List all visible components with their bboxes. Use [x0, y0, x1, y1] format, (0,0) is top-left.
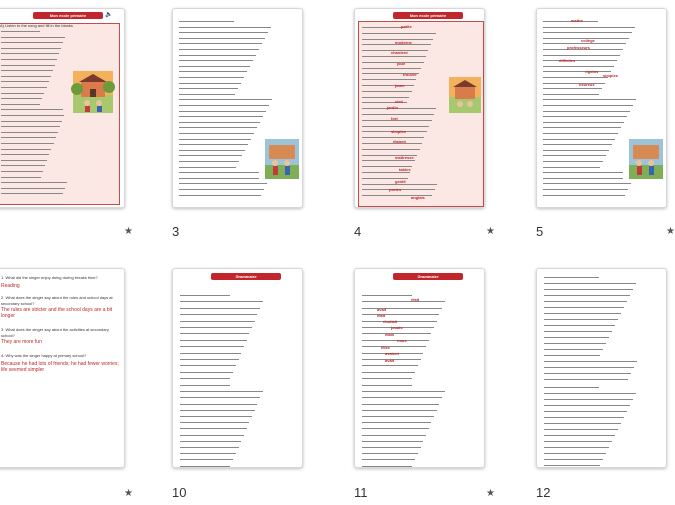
text-line [180, 447, 239, 448]
text-line [362, 301, 445, 302]
text-line [544, 379, 628, 380]
text-line [179, 178, 259, 179]
text-line [179, 66, 250, 67]
text-line [180, 359, 239, 360]
text-line [543, 27, 635, 28]
answer-text: They are more fun [1, 339, 42, 345]
text-line [544, 313, 621, 314]
text-line [179, 150, 245, 151]
text-line [180, 295, 230, 296]
text-line [179, 60, 253, 61]
text-line [362, 172, 410, 173]
slide-thumbnail-3[interactable] [172, 8, 303, 208]
text-line [362, 126, 429, 127]
filled-answer: joue [397, 61, 406, 66]
text-line [544, 361, 637, 362]
text-line [362, 466, 412, 467]
slide-number: 11 [354, 485, 368, 500]
text-line [180, 321, 255, 322]
text-line [543, 83, 605, 84]
text-line [179, 49, 259, 50]
filled-answer: heureux [579, 82, 595, 87]
filled-answer: rigolos [585, 69, 599, 74]
filled-answer: étais [385, 332, 395, 337]
filled-answer: tables [399, 167, 411, 172]
text-line [544, 435, 615, 436]
filled-answer: étaient [393, 139, 406, 144]
text-line [1, 93, 44, 94]
text-line [1, 115, 64, 116]
text-line [180, 453, 236, 454]
text-line [180, 333, 249, 334]
text-line [544, 283, 636, 284]
text-line [362, 114, 434, 115]
star-icon[interactable]: ★ [666, 226, 675, 237]
text-line [543, 116, 627, 117]
text-line [180, 385, 230, 386]
text-line [179, 55, 256, 56]
text-line [362, 346, 426, 347]
text-line [180, 397, 260, 398]
filled-answer: trouver [403, 72, 417, 77]
text-line [544, 349, 603, 350]
text-line [179, 105, 269, 106]
text-line [179, 195, 261, 196]
text-line [544, 355, 600, 356]
text-line [180, 308, 260, 309]
slide-banner: Mon école primaire [393, 12, 463, 19]
text-line [1, 149, 51, 150]
slide-number: 10 [172, 485, 187, 500]
answer-text: Reading [1, 283, 20, 289]
filled-answer: avait [385, 358, 395, 363]
children-illustration [265, 139, 299, 179]
text-line [544, 447, 609, 448]
children-illustration [629, 139, 663, 179]
filled-answer: petite [401, 24, 412, 29]
text-line [362, 27, 406, 28]
text-line [544, 417, 624, 418]
text-line [1, 109, 63, 110]
text-line [362, 56, 426, 57]
filled-answer: vieil [395, 99, 403, 104]
slide-number: 5 [536, 224, 544, 239]
text-line [544, 399, 633, 400]
slide-number: 3 [172, 224, 180, 239]
text-line [362, 97, 409, 98]
text-line [1, 70, 53, 71]
text-line [179, 38, 265, 39]
slide-number: 12 [536, 485, 551, 500]
text-line [1, 121, 62, 122]
slide-thumbnail-12[interactable] [536, 268, 667, 468]
school-illustration [449, 77, 481, 113]
text-line [362, 435, 426, 436]
speaker-icon[interactable]: 🔈 [105, 12, 113, 18]
text-line [1, 81, 49, 82]
text-line [362, 321, 437, 322]
instructions-text: A) Listen to the song and fill in the blanks [0, 23, 73, 28]
text-line [179, 161, 239, 162]
filled-answer: professeurs [567, 45, 590, 50]
text-line [1, 48, 61, 49]
slide-banner: Mon école primaire [33, 12, 103, 19]
text-line [543, 155, 606, 156]
text-line [543, 71, 611, 72]
text-line [1, 31, 40, 32]
filled-answer: était [377, 313, 386, 318]
school-illustration [73, 71, 113, 113]
text-line [544, 289, 633, 290]
text-line [179, 155, 242, 156]
filled-answer: fort [391, 116, 398, 121]
filled-answer: maîtresse [395, 155, 414, 160]
text-line [544, 373, 631, 374]
filled-answer: difficiles [559, 58, 576, 63]
text-line [179, 189, 264, 190]
text-line [544, 331, 612, 332]
text-line [179, 111, 266, 112]
text-line [179, 94, 235, 95]
text-line [179, 116, 263, 117]
question-text: 1. What did the singer enjoy doing during breaks time? [1, 275, 98, 280]
text-line [362, 143, 422, 144]
text-line [180, 466, 230, 467]
text-line [543, 139, 615, 140]
slide-banner: Grammaire [393, 273, 463, 280]
text-line [1, 177, 41, 178]
text-line [362, 33, 436, 34]
text-line [362, 391, 445, 392]
text-line [362, 91, 412, 92]
filled-answer: portes [389, 187, 402, 192]
text-line [543, 60, 617, 61]
text-line [1, 182, 67, 183]
filled-answer: était [411, 297, 420, 302]
slide-number: 4 [354, 224, 362, 239]
text-line [1, 98, 42, 99]
text-line [543, 99, 636, 100]
text-line [1, 165, 45, 166]
text-line [180, 365, 236, 366]
text-line [180, 459, 233, 460]
star-icon[interactable]: ★ [124, 226, 133, 237]
text-line [1, 137, 56, 138]
text-line [544, 301, 627, 302]
text-line [543, 133, 618, 134]
text-line [180, 410, 255, 411]
text-line [180, 428, 247, 429]
text-line [362, 79, 416, 80]
text-line [362, 314, 439, 315]
text-line [180, 314, 257, 315]
text-line [1, 126, 60, 127]
star-icon[interactable]: ★ [124, 488, 133, 499]
text-line [544, 453, 606, 454]
filled-answer: avait [377, 307, 387, 312]
text-line [1, 104, 40, 105]
text-line [543, 167, 600, 168]
text-line [362, 410, 437, 411]
filled-answer: simples [603, 73, 618, 78]
slide-thumbnail-4[interactable] [354, 8, 485, 208]
text-line [1, 154, 49, 155]
text-line [543, 88, 602, 89]
text-line [362, 149, 420, 150]
text-line [543, 66, 614, 67]
text-line [544, 393, 636, 394]
filled-answer: étiez [381, 345, 390, 350]
text-line [362, 340, 429, 341]
text-line [1, 59, 57, 60]
text-line [544, 343, 606, 344]
text-line [543, 189, 628, 190]
text-line [543, 94, 599, 95]
text-line [180, 435, 244, 436]
text-line [1, 193, 63, 194]
text-line [1, 37, 65, 38]
question-text: 3. What does the singer say about the activities at secondary school? [1, 327, 109, 338]
slide-thumbnail-11[interactable] [354, 268, 485, 468]
slide-thumbnail-2[interactable] [0, 8, 125, 208]
text-line [1, 132, 58, 133]
filled-answer: anglais [411, 195, 425, 200]
text-line [1, 87, 47, 88]
text-line [543, 122, 624, 123]
text-line [1, 65, 55, 66]
star-icon[interactable]: ★ [486, 488, 495, 499]
text-line [543, 127, 621, 128]
text-line [179, 139, 251, 140]
text-line [362, 308, 442, 309]
filled-answer: jouais [391, 325, 403, 330]
filled-answer: chantent [391, 50, 408, 55]
text-line [179, 99, 272, 100]
text-line [362, 404, 439, 405]
text-line [179, 43, 262, 44]
text-line [544, 295, 630, 296]
text-line [179, 167, 236, 168]
text-line [544, 411, 627, 412]
filled-answer: jardin [387, 105, 398, 110]
text-line [544, 441, 612, 442]
text-line [362, 160, 415, 161]
text-line [362, 378, 412, 379]
text-line [544, 429, 618, 430]
text-line [544, 405, 630, 406]
text-line [1, 76, 51, 77]
text-line [179, 133, 254, 134]
text-line [544, 325, 615, 326]
text-line [362, 459, 415, 460]
text-line [180, 346, 244, 347]
filled-answer: collège [581, 38, 595, 43]
text-line [362, 62, 424, 63]
text-line [544, 465, 600, 466]
slide-thumbnail-9[interactable] [0, 268, 125, 468]
star-icon[interactable]: ★ [486, 226, 495, 237]
text-line [362, 385, 412, 386]
text-line [179, 122, 260, 123]
text-line [544, 277, 599, 278]
slide-thumbnail-5[interactable] [536, 8, 667, 208]
text-line [180, 441, 241, 442]
text-line [544, 387, 599, 388]
text-line [180, 327, 252, 328]
text-line [179, 183, 267, 184]
text-line [179, 32, 268, 33]
text-line [179, 172, 259, 173]
text-line [362, 441, 423, 442]
text-line [1, 188, 65, 189]
slide-banner: Grammaire [211, 273, 281, 280]
text-line [180, 391, 263, 392]
text-line [544, 307, 624, 308]
text-line [179, 71, 247, 72]
filled-answer: nous [397, 338, 407, 343]
text-line [179, 127, 257, 128]
text-line [543, 77, 608, 78]
text-line [543, 144, 612, 145]
text-line [362, 295, 412, 296]
text-line [179, 21, 234, 22]
answer-text: Because he had lots of friends; he had fewer worries; life seemed simpler [1, 361, 119, 373]
text-line [1, 53, 59, 54]
answer-text: The rules are stricter and the school days are a bit longer [1, 307, 113, 319]
text-line [362, 416, 434, 417]
text-line [543, 183, 631, 184]
text-line [544, 367, 634, 368]
text-line [179, 144, 248, 145]
text-line [180, 301, 263, 302]
text-line [543, 150, 609, 151]
filled-answer: moderne [395, 40, 412, 45]
text-line [180, 372, 233, 373]
text-line [179, 83, 241, 84]
text-line [543, 195, 625, 196]
text-line [1, 160, 47, 161]
filled-answer: simples [391, 129, 406, 134]
text-line [362, 428, 429, 429]
text-line [543, 111, 630, 112]
text-line [362, 372, 415, 373]
text-line [543, 161, 603, 162]
text-line [543, 55, 620, 56]
filled-answer: étudiait [383, 319, 398, 324]
lyrics-panel [0, 23, 120, 205]
text-line [1, 171, 43, 172]
filled-answer: avaient [385, 351, 399, 356]
text-line [1, 143, 54, 144]
text-line [362, 108, 436, 109]
text-line [362, 397, 442, 398]
filled-answer: maître [571, 18, 584, 23]
filled-answer: gentil [395, 179, 406, 184]
text-line [179, 27, 271, 28]
filled-answer: jouer [395, 83, 405, 88]
text-line [180, 404, 257, 405]
text-line [543, 32, 632, 33]
question-text: 2. What does the singer say about the rules and school days at secondary school? [1, 295, 113, 306]
text-line [362, 365, 418, 366]
text-line [180, 378, 230, 379]
text-line [179, 77, 244, 78]
text-line [544, 337, 609, 338]
text-line [1, 42, 63, 43]
text-line [544, 423, 621, 424]
text-line [180, 422, 249, 423]
text-line [543, 172, 623, 173]
text-line [362, 422, 431, 423]
text-line [543, 105, 633, 106]
text-line [544, 319, 618, 320]
question-text: 4. Why was the singer happy at primary school? [1, 353, 87, 358]
slide-thumbnail-10[interactable] [172, 268, 303, 468]
text-line [362, 447, 421, 448]
text-line [362, 68, 421, 69]
text-line [362, 453, 418, 454]
text-line [362, 333, 431, 334]
text-line [180, 340, 247, 341]
text-line [180, 416, 252, 417]
text-line [180, 353, 241, 354]
text-line [362, 85, 414, 86]
text-line [544, 459, 603, 460]
text-line [179, 88, 238, 89]
text-line [543, 178, 623, 179]
